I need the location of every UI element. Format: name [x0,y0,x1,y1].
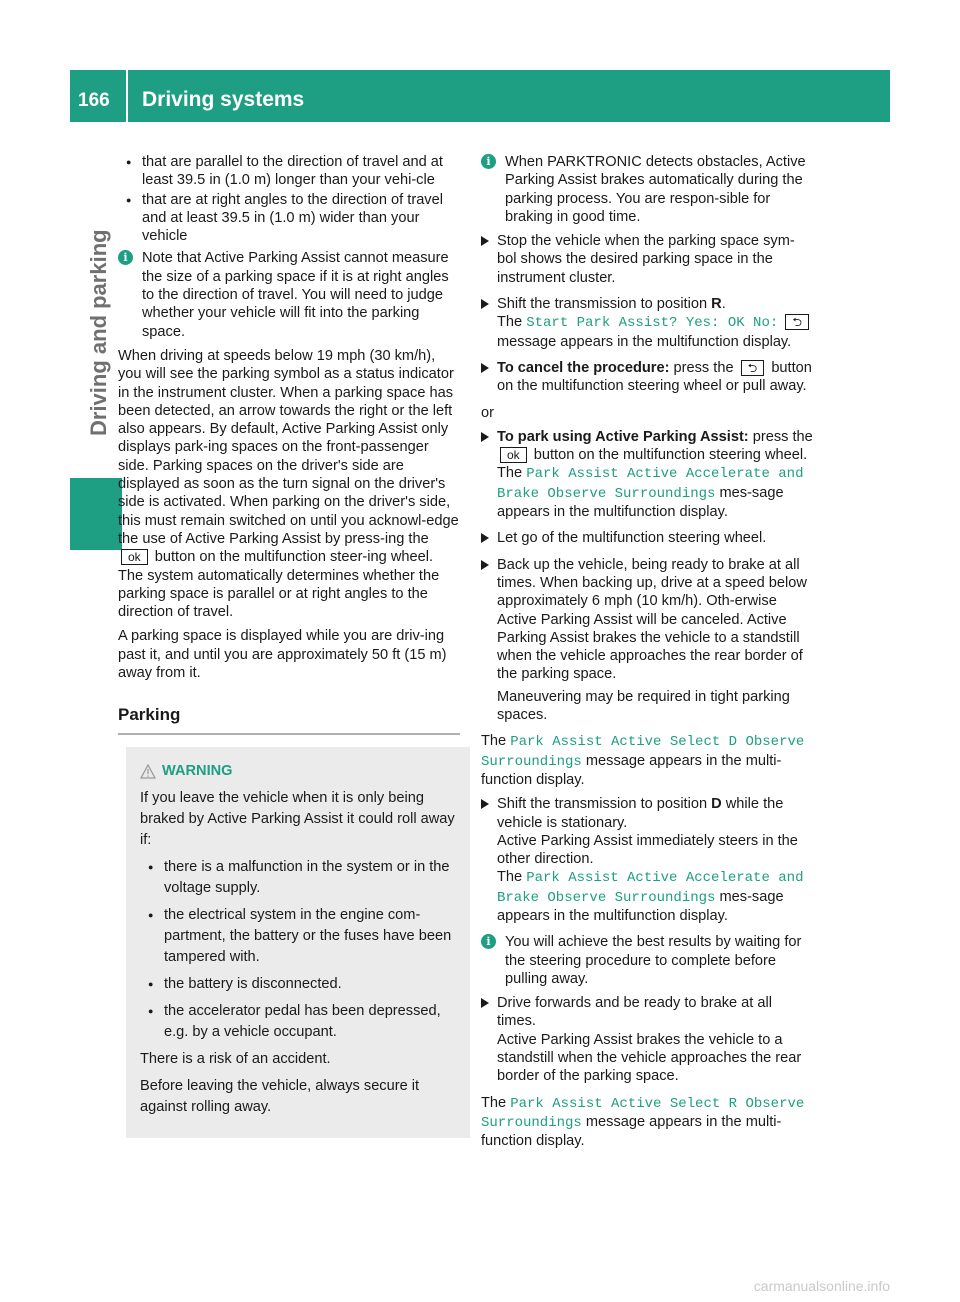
warning-list-item: ● the accelerator pedal has been depressed, e.g. by a vehicle occupant. [140,1001,458,1043]
or-separator: or [481,404,494,421]
ok-key-icon: ok [121,549,148,565]
gear-position: D [711,796,722,813]
step-text: The [497,869,523,886]
info-icon: i [481,934,496,949]
step-text: while the vehicle is stationary. [497,796,784,831]
step-text: Active Parking Assist immediately steers in the other direction. [497,832,798,868]
back-key-icon: ⮌ [741,360,765,376]
step-item [481,556,813,725]
step-item [481,428,813,521]
page-number: 166 [78,90,110,111]
right-column [481,153,813,1157]
warning-intro: If you leave the vehicle when it is only being braked by Active Parking Assist it could roll away if: [140,789,455,848]
paragraph: A parking space is displayed while you are driv-ing past it, and until you are approximately 50 ft (15 m) away from it. [118,628,447,682]
warning-advice: Before leaving the vehicle, always secure it against rolling away. [140,1077,420,1115]
step-item [481,232,813,287]
step-heading: To park using Active Parking Assist: [497,428,749,445]
step-arrow-icon [481,236,489,246]
left-column [118,153,460,1138]
step-arrow-icon [481,299,489,309]
step-text: Drive forwards and be ready to brake at all times. [497,995,772,1030]
back-key-icon: ⮌ [785,314,809,330]
section-heading: Parking [118,705,181,725]
info-text: Note that Active Parking Assist cannot measure the size of a parking space if it is at right angles to the direction of travel. You will need to judge whether your vehicle will fit into the parking space. [142,250,449,340]
warning-box [126,747,470,1138]
step-arrow-icon [481,533,489,543]
display-message: Park Assist Active Select R Observe Surroundings [481,1095,805,1131]
step-arrow-icon [481,560,489,570]
display-message: Start Park Assist? Yes: OK No: [526,315,779,332]
display-message: Park Assist Active Accelerate and Brake Observe Surroundings [497,466,804,502]
step-text: Shift the transmission to position [497,796,708,813]
step-text: mes-sage appears in the multifunction display. [497,888,784,924]
side-label-text: Driving and parking [86,229,111,436]
step-item [481,795,813,925]
ok-key-icon: ok [500,447,527,463]
info-icon: i [118,250,133,265]
side-tab [70,478,122,550]
warning-list-item: ● the battery is disconnected. [140,974,458,995]
display-message: Park Assist Active Select D Observe Surroundings [481,734,805,770]
step-text: The [497,465,523,482]
display-message: Park Assist Active Accelerate and Brake Observe Surroundings [497,870,804,906]
message-paragraph [481,732,813,789]
warning-title-text: WARNING [162,762,233,779]
paragraph-text: The [481,733,507,750]
warning-risk: There is a risk of an accident. [140,1050,331,1067]
step-text: Let go of the multifunction steering wheel. [497,530,767,547]
list-item: ● that are at right angles to the direction of travel and at least 39.5 in (1.0 m) wider than your vehicle [118,191,460,246]
step-item [481,529,813,547]
step-arrow-icon [481,363,489,373]
step-arrow-icon [481,432,489,442]
paragraph [118,347,460,621]
paragraph-text: When driving at speeds below 19 mph (30 km/h), you will see the parking symbol as a status indicator in the instrument cluster. When a parking space has been detected, an arrow towards the right or the left also appears. By default, Active Parking Assist only displays park-ing spaces on the front-passenger side. Parking spaces on the driver's side are displayed as soon as the turn signal on the driver's side is activated. When parking on the driver's side, this must remain switched on until you acknowl-edge the use of Active Parking Assist by press-ing the [118,347,459,547]
warning-list-item: ● there is a malfunction in the system or in the voltage supply. [140,857,458,899]
step-text: Active Parking Assist brakes the vehicle to a standstill when the vehicle approaches the rear border of the parking space. [497,1031,802,1085]
side-section-label [86,229,116,462]
step-item [481,359,813,396]
watermark: carmanualsonline.info [753,1278,890,1294]
info-text: When PARKTRONIC detects obstacles, Active Parking Assist brakes automatically during the parking process. You are respon-sible for braking in good time. [505,154,806,225]
step-text: Stop the vehicle when the parking space sym-bol shows the desired parking space in the instrument cluster. [497,233,795,286]
message-paragraph [481,1094,813,1151]
step-item: Shift the transmission to position R. The Start Park Assist? Yes: OK No: ⮌ message appears in the multifunction display. [481,295,813,351]
paragraph-text: message appears in the multi-function display. [481,1113,782,1150]
step-text: button on the multifunction steering wheel. [533,447,808,464]
step-arrow-icon [481,799,489,809]
step-text: button on the multifunction steering wheel or pull away. [497,359,812,395]
gear-position: R [711,296,722,313]
info-note [481,153,813,226]
section-divider [118,733,460,735]
warning-triangle-icon [140,764,156,779]
step-text: Shift the transmission to position [497,296,708,313]
warning-list-item: ● the electrical system in the engine com-partment, the battery or the fuses have been tampered with. [140,905,458,968]
warning-title [140,761,458,782]
step-item [481,994,813,1085]
step-note: Maneuvering may be required in tight parking spaces. [497,688,790,724]
info-note [481,933,813,988]
step-heading: To cancel the procedure: [497,359,670,376]
page-title: Driving systems [142,88,305,111]
paragraph-text: The [481,1094,507,1111]
step-text: press the [673,359,734,376]
step-text: The [497,314,523,331]
list-item: ● that are parallel to the direction of travel and at least 39.5 in (1.0 m) longer than your vehi-cle [118,153,460,190]
step-text: message appears in the multifunction display. [497,333,792,350]
header-divider [126,70,128,122]
paragraph-text: button on the multifunction steer-ing wheel. The system automatically determines whether the parking space is parallel or at right angles to the direction of travel. [118,549,440,621]
step-text: Back up the vehicle, being ready to brake at all times. When backing up, drive at a speed below approximately 6 mph (10 km/h). Oth-erwise Active Parking Assist will be canceled. Active Parking Assist brakes the vehicle to a standstill when the vehicle approaches the rear border of the parking space. [497,556,807,683]
step-text: press the [752,428,813,445]
step-arrow-icon [481,998,489,1008]
info-icon: i [481,154,496,169]
paragraph-text: message appears in the multi-function display. [481,752,782,788]
info-text: You will achieve the best results by waiting for the steering procedure to complete before pulling away. [505,934,802,987]
info-note [118,249,460,340]
step-text: mes-sage appears in the multifunction display. [497,484,784,521]
